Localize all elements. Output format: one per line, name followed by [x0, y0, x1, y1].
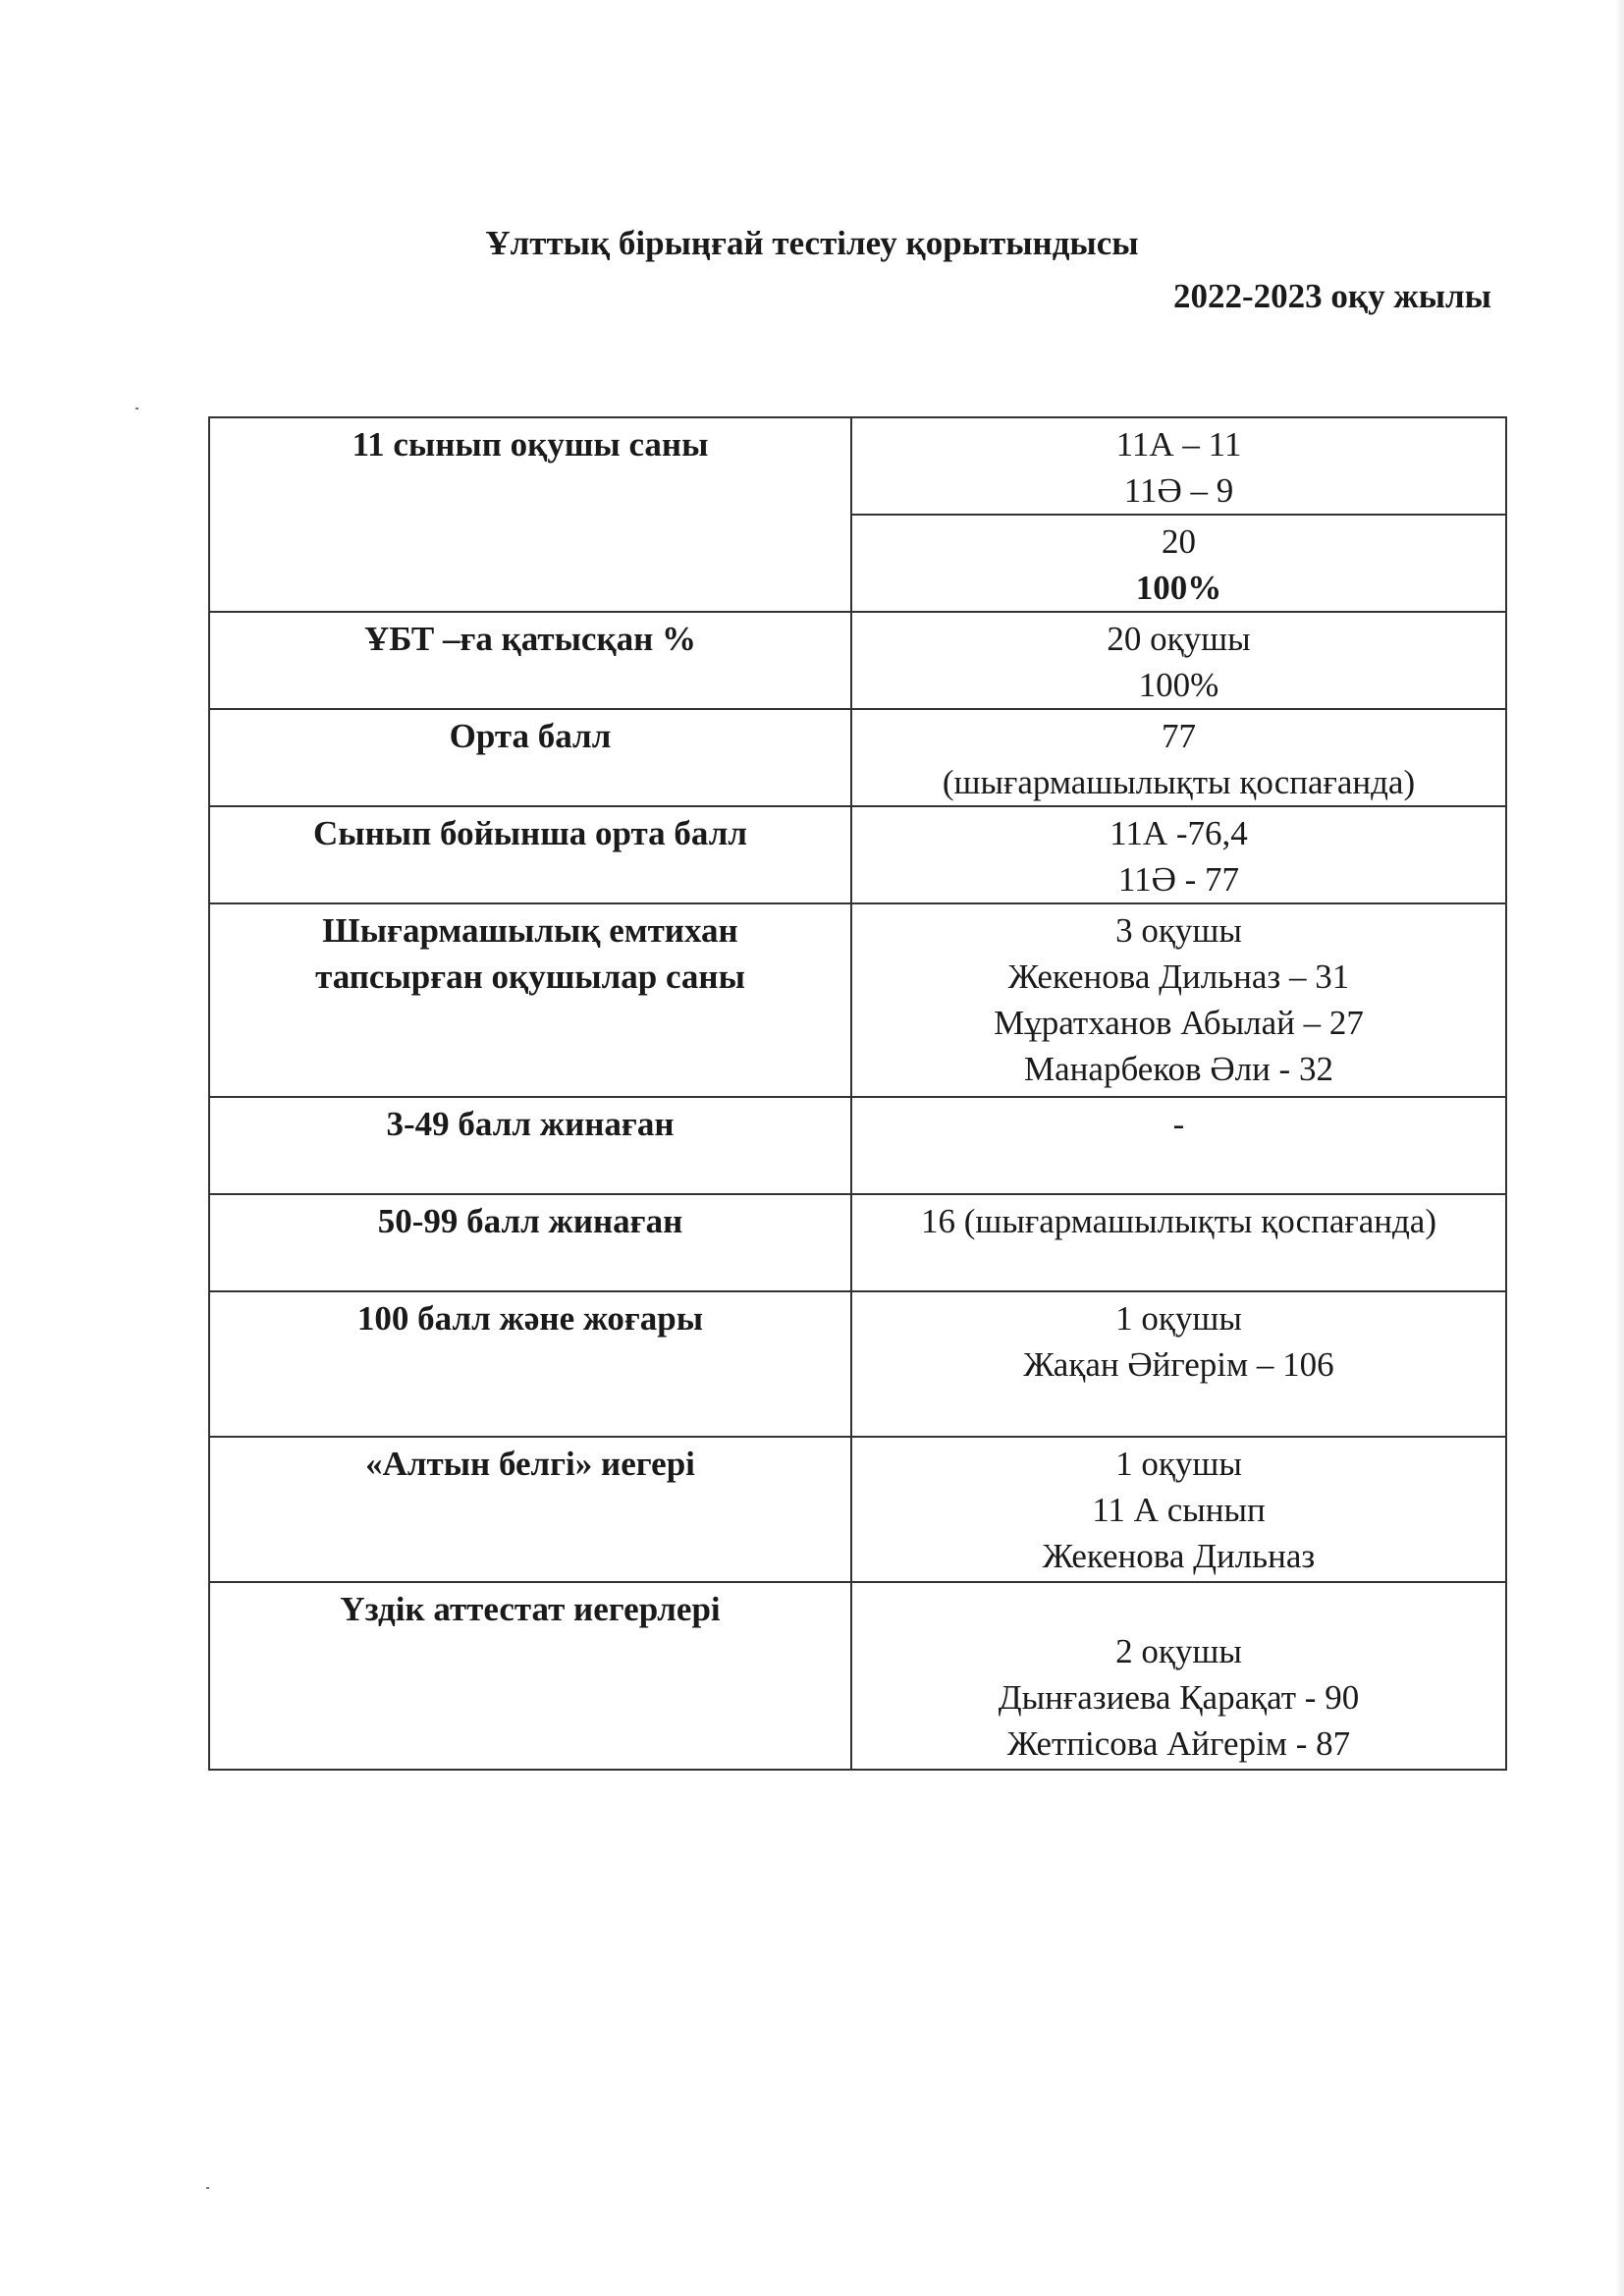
row-label — [209, 903, 851, 1097]
value-line: 16 (шығармашылықты қоспағанда) — [921, 1202, 1436, 1240]
row-label: Орта балл — [209, 709, 851, 806]
value-line: Дынғазиева Қарақат - 90 — [998, 1678, 1360, 1717]
value-line: Мұратханов Абылай – 27 — [994, 1004, 1364, 1042]
academic-year: 2022-2023 оқу жылы — [1173, 277, 1491, 315]
results-table — [208, 416, 1507, 1771]
row-label: 11 сынып оқушы саны — [209, 417, 851, 612]
value-line: (шығармашылықты қоспағанда) — [942, 763, 1416, 801]
row-value — [851, 709, 1506, 806]
row-value — [851, 612, 1506, 709]
value-line: 11А – 11 — [1115, 425, 1242, 464]
row-label: «Алтын белгі» иегері — [209, 1437, 851, 1582]
value-line: 11 А сынып — [1092, 1491, 1266, 1529]
table-row — [209, 1437, 1506, 1582]
value-line: - — [1172, 1105, 1185, 1143]
scan-speck — [206, 2187, 209, 2189]
table-row — [209, 612, 1506, 709]
value-line: Жетпісова Айгерім - 87 — [1006, 1724, 1351, 1763]
row-value — [851, 1291, 1506, 1437]
scan-edge-shadow — [1616, 0, 1624, 2296]
value-line: 77 — [1162, 717, 1196, 755]
row-label: ҰБТ –ға қатысқан % — [209, 612, 851, 709]
table-row — [209, 1097, 1506, 1194]
value-line: 11А -76,4 — [1110, 814, 1248, 852]
value-line: 20 — [1162, 522, 1196, 561]
document-title: Ұлттық бірыңғай тестілеу қорытындысы — [485, 224, 1139, 262]
row-value — [851, 1097, 1506, 1194]
table-row — [209, 709, 1506, 806]
row-value — [851, 903, 1506, 1097]
label-line: Шығармашылық емтихан — [322, 911, 738, 950]
row-label: 50-99 балл жинаған — [209, 1194, 851, 1291]
row-label: Сынып бойынша орта балл — [209, 806, 851, 903]
value-line: Жақан Әйгерім – 106 — [1023, 1345, 1334, 1384]
value-line: 100% — [1135, 569, 1222, 607]
scan-speck — [135, 408, 138, 410]
value-line: 1 оқушы — [1115, 1299, 1242, 1338]
value-line: Манарбеков Әли - 32 — [1024, 1050, 1333, 1088]
label-line: тапсырған оқушылар саны — [315, 957, 745, 996]
table-row — [209, 417, 1506, 515]
row-label: Үздік аттестат иегерлері — [209, 1582, 851, 1770]
value-line: 1 оқушы — [1115, 1445, 1242, 1483]
row-value — [851, 1582, 1506, 1770]
value-line: Жекенова Дильназ – 31 — [1007, 957, 1350, 996]
table-row — [209, 1291, 1506, 1437]
value-line: 3 оқушы — [1115, 911, 1242, 950]
table-row — [209, 1194, 1506, 1291]
table-row — [209, 1582, 1506, 1770]
value-line: 20 оқушы — [1107, 620, 1251, 658]
row-label: 3-49 балл жинаған — [209, 1097, 851, 1194]
table-row — [209, 806, 1506, 903]
value-line: 100% — [1138, 666, 1219, 704]
value-line: Жекенова Дильназ — [1042, 1537, 1316, 1575]
row-value — [851, 806, 1506, 903]
row-value — [851, 1194, 1506, 1291]
value-line: 2 оқушы — [1115, 1632, 1242, 1670]
value-line: 11Ә – 9 — [1123, 471, 1234, 510]
row-value — [851, 417, 1506, 515]
row-value — [851, 1437, 1506, 1582]
row-label: 100 балл және жоғары — [209, 1291, 851, 1437]
row-value — [851, 515, 1506, 612]
table-row — [209, 903, 1506, 1097]
value-line: 11Ә - 77 — [1117, 860, 1240, 899]
